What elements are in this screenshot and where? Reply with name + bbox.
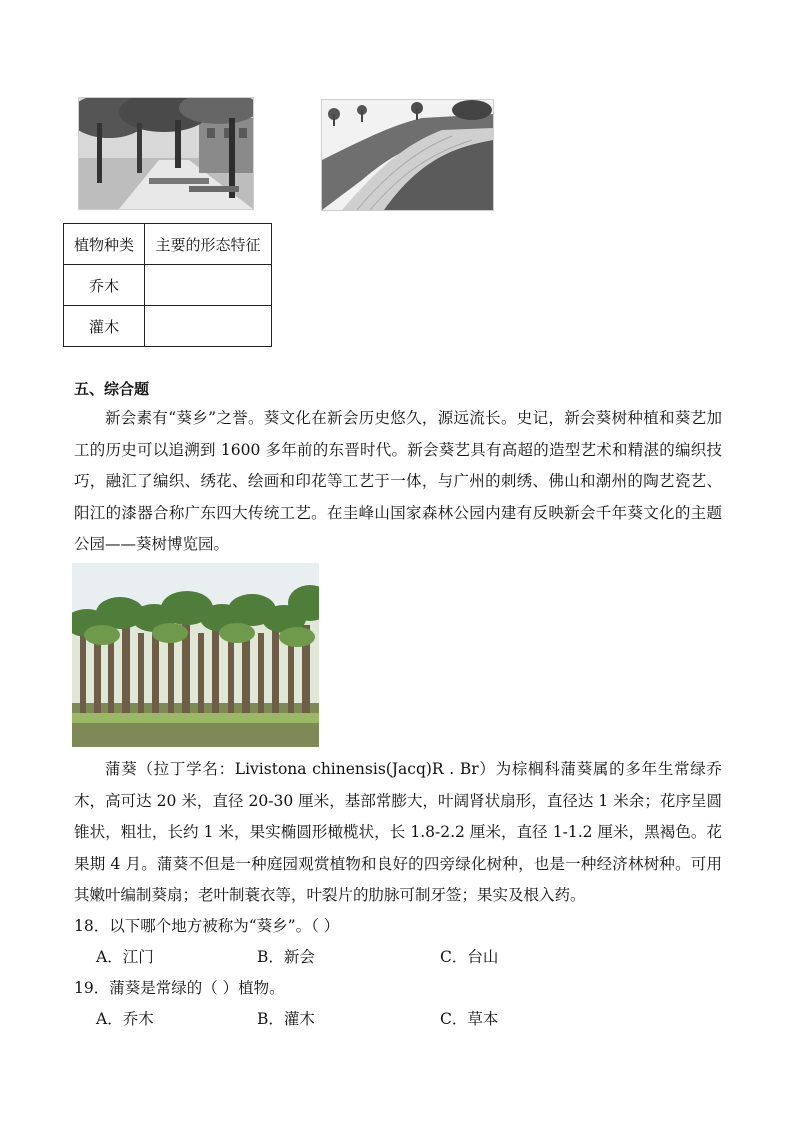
shrub-photo [321,99,494,211]
table-header-row [64,224,272,265]
table-header-cell: 主要的形态特征 [145,224,272,265]
plant-feature-table [63,223,272,347]
intro-paragraph: 新会素有“葵乡”之誉。葵文化在新会历史悠久，源远流长。史记，新会葵树种植和葵艺加工的历史可以追溯到 1600 多年前的东晋时代。新会葵艺具有高超的造型艺术和精湛的编织技巧，融汇了编织、绣花、绘画和印花等工艺于一体，与广州的刺绣、佛山和潮州的陶艺瓷艺、阳江的漆器合称广东四大传统工艺。在圭峰山国家森林公园内建有反映新会千年葵文化的主题公园——葵树博览园。 [74,409,722,553]
livistona-paragraph: 蒲葵（拉丁学名：Livistona chinensis(Jacq)R . Br）为棕榈科蒲葵属的多年生常绿乔木，高可达 20 米，直径 20-30 厘米，基部常膨大，叶阔肾状扇形，直径达 1 米余；花序呈圆锥状，粗壮，长约 1 米，果实椭圆形橄榄状，长 1.8-2.2 厘米，直径 1-1.2 厘米，黑褐色。花果期 4 月。蒲葵不但是一种庭园观赏植物和良好的四旁绿化树种，也是一种经济林树种。可用其嫩叶编制葵扇；老叶制蓑衣等，叶裂片的肋脉可制牙签；果实及根入药。 [74,760,722,904]
table-row [64,265,272,306]
question-19: 19．蒲葵是常绿的（ ）植物。 [74,979,285,997]
section-title: 五、综合题 [74,380,150,398]
table-cell-feature[interactable] [145,306,272,347]
palm-photo [72,563,319,747]
option-18-a[interactable]: A．江门 [96,948,154,966]
option-18-b[interactable]: B．新会 [257,948,315,966]
table-cell-feature[interactable] [145,265,272,306]
option-18-c[interactable]: C．台山 [440,948,499,966]
table-cell-type: 乔木 [64,265,145,306]
tree-photo [78,97,254,210]
option-19-c[interactable]: C．草本 [440,1010,499,1028]
table-header-cell: 植物种类 [64,224,145,265]
question-18: 18．以下哪个地方被称为“葵乡”。（ ） [74,917,340,935]
table-row [64,306,272,347]
option-19-a[interactable]: A．乔木 [96,1010,154,1028]
table-cell-type: 灌木 [64,306,145,347]
option-19-b[interactable]: B．灌木 [257,1010,315,1028]
